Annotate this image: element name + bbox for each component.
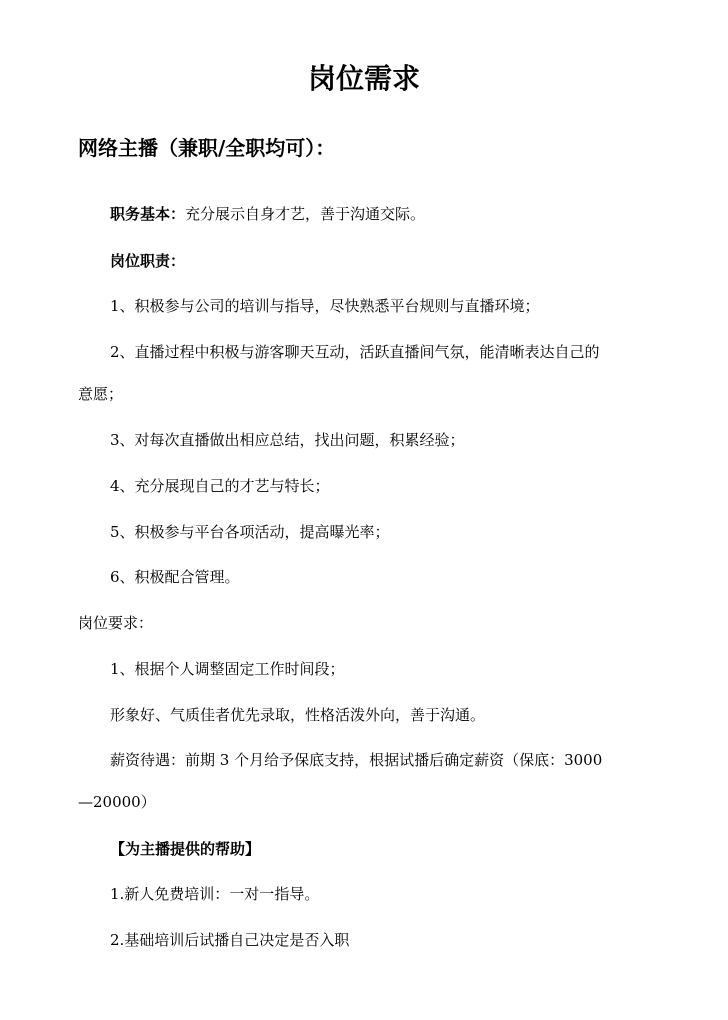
- responsibility-item: 3、对每次直播做出相应总结，找出问题，积累经验；: [110, 431, 465, 449]
- responsibility-item: 6、积极配合管理。: [110, 568, 240, 586]
- duty-basic-line: [110, 204, 425, 224]
- salary-line: 薪资待遇：前期 3 个月给予保底支持，根据试播后确定薪资（保底：3000: [110, 751, 603, 769]
- page-title: 岗位需求: [307, 62, 420, 95]
- duty-basic-text: 充分展示自身才艺，善于沟通交际。: [185, 205, 426, 223]
- responsibility-item: 2、直播过程中积极与游客聊天互动，活跃直播间气氛，能清晰表达自己的: [110, 343, 600, 361]
- help-item: 2.基础培训后试播自己决定是否入职: [110, 931, 350, 949]
- responsibility-item-continuation: 意愿；: [78, 385, 124, 403]
- responsibility-item: 1、积极参与公司的培训与指导，尽快熟悉平台规则与直播环境；: [110, 297, 540, 315]
- help-item: 1.新人免费培训：一对一指导。: [110, 885, 320, 903]
- requirements-label: 岗位要求：: [78, 614, 154, 632]
- responsibility-item: 4、充分展现自己的才艺与特长；: [110, 477, 330, 495]
- responsibility-item: 5、积极参与平台各项活动，提高曝光率；: [110, 523, 390, 541]
- duty-basic-label: 职务基本：: [110, 205, 186, 223]
- requirement-item: 1、根据个人调整固定工作时间段；: [110, 660, 345, 678]
- help-label: 【为主播提供的帮助】: [110, 840, 261, 858]
- requirement-item: 形象好、气质佳者优先录取，性格活泼外向，善于沟通。: [110, 706, 486, 724]
- salary-line-continuation: —20000）: [78, 793, 156, 811]
- responsibilities-label: 岗位职责：: [110, 252, 186, 270]
- job-heading: 网络主播（兼职/全职均可）：: [78, 136, 336, 160]
